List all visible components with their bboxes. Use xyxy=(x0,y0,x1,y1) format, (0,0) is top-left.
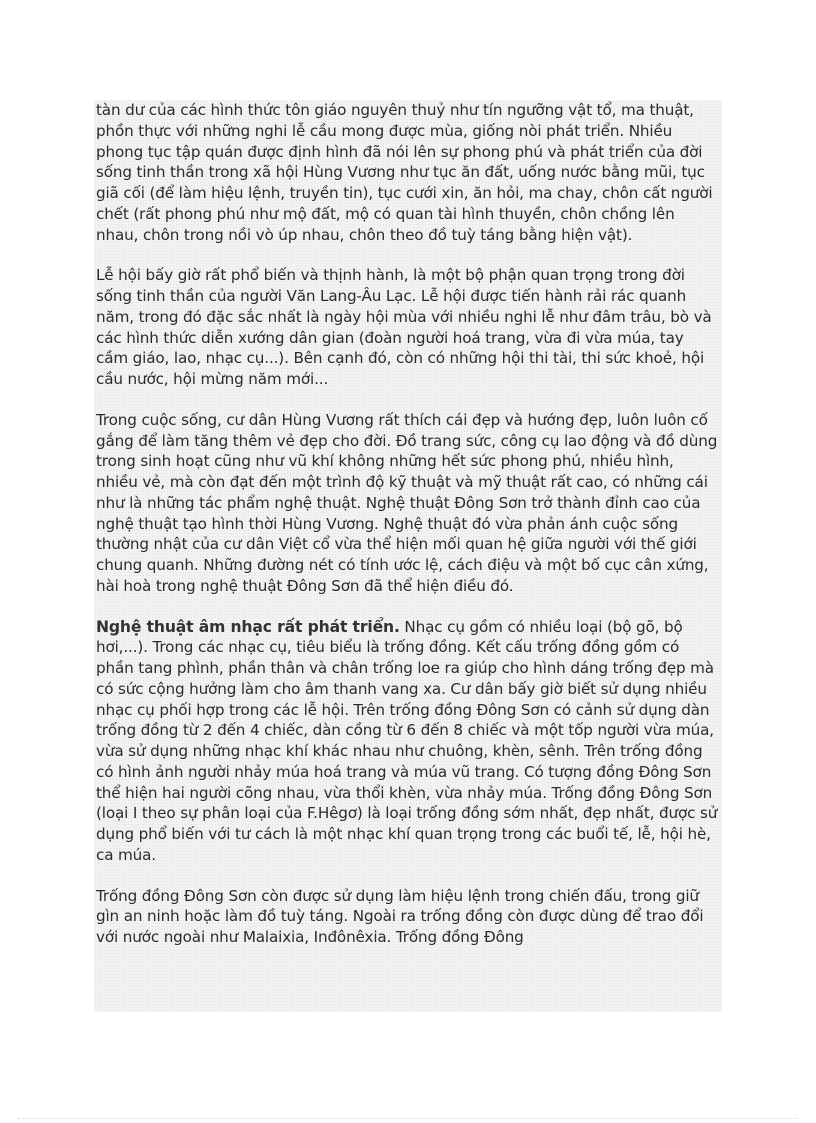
paragraph-bronze-drum-uses xyxy=(96,886,720,948)
paragraph-text: tàn dư của các hình thức tôn giáo nguyên thuỷ như tín ngưỡng vật tổ, ma thuật, phồn thực với những nghi lễ cầu mong được mùa, giống nòi phát triển. Nhiều phong tục tập quán được định hình đã nói lên sự phong phú và phát triển của đời sống tinh thần trong xã hội Hùng Vương như tục ăn đất, uống nước bằng mũi, tục giã cối (để làm hiệu lệnh, truyền tin), tục cưới xin, ăn hỏi, ma chay, chôn cất người chết (rất phong phú như mộ đất, mộ có quan tài hình thuyền, chôn chồng lên nhau, chôn trong nồi vò úp nhau, chôn theo đồ tuỳ táng bằng hiện vật). xyxy=(96,101,713,244)
paragraph-beliefs-customs xyxy=(96,100,720,245)
paragraph-music xyxy=(96,617,720,866)
paragraph-festivals xyxy=(96,265,720,390)
paragraph-lead-heading: Nghệ thuật âm nhạc rất phát triển. xyxy=(96,617,400,636)
document-text-block xyxy=(94,100,722,1012)
page-bottom-divider xyxy=(18,1118,798,1119)
paragraph-text: Lễ hội bấy giờ rất phổ biến và thịnh hành, là một bộ phận quan trọng trong đời sống tinh thần của người Văn Lang-Âu Lạc. Lễ hội được tiến hành rải rác quanh năm, trong đó đặc sắc nhất là ngày hội mùa với nhiều nghi lễ như đâm trâu, bò và các hình thức diễn xướng dân gian (đoàn người hoá trang, vừa đi vừa múa, tay cầm giáo, lao, nhạc cụ...). Bên cạnh đó, còn có những hội thi tài, thi sức khoẻ, hội cầu nước, hội mừng năm mới... xyxy=(96,266,712,388)
paragraph-art-dong-son xyxy=(96,410,720,597)
paragraph-text: Nhạc cụ gồm có nhiều loại (bộ gõ, bộ hơi,...). Trong các nhạc cụ, tiêu biểu là trống đồng. Kết cấu trống đồng gồm có phần tang phình, phần thân và chân trống loe ra giúp cho hình dáng trống đẹp mà có sức cộng hưởng làm cho âm thanh vang xa. Cư dân bấy giờ biết sử dụng nhiều nhạc cụ phối hợp trong các lễ hội. Trên trống đồng Đông Sơn có cảnh sử dụng dàn trống đồng từ 2 đến 4 chiếc, dàn cồng từ 6 đến 8 chiếc và một tốp người vừa múa, vừa sử dụng những nhạc khí khác nhau như chuông, khèn, sênh. Trên trống đồng có hình ảnh người nhảy múa hoá trang và múa vũ trang. Có tượng đồng Đông Sơn thể hiện hai người cõng nhau, vừa thổi khèn, vừa nhảy múa. Trống đồng Đông Sơn (loại I theo sự phân loại của F.Hêgơ) là loại trống đồng sớm nhất, đẹp nhất, được sử dụng phổ biến với tư cách là một nhạc khí quan trọng trong các buổi tế, lễ, hội hè, ca múa. xyxy=(96,617,718,864)
paragraph-text: Trong cuộc sống, cư dân Hùng Vương rất thích cái đẹp và hướng đẹp, luôn luôn cố gắng để làm tăng thêm vẻ đẹp cho đời. Đồ trang sức, công cụ lao động và đồ dùng trong sinh hoạt cũng như vũ khí không những hết sức phong phú, nhiều hình, nhiều vẻ, mà còn đạt đến một trình độ kỹ thuật và mỹ thuật rất cao, có những cái như là những tác phẩm nghệ thuật. Nghệ thuật Đông Sơn trở thành đỉnh cao của nghệ thuật tạo hình thời Hùng Vương. Nghệ thuật đó vừa phản ánh cuộc sống thường nhật của cư dân Việt cổ vừa thể hiện mối quan hệ giữa người với thế giới chung quanh. Những đường nét có tính ước lệ, cách điệu và một bố cục cân xứng, hài hoà trong nghệ thuật Đông Sơn đã thể hiện điều đó. xyxy=(96,410,718,595)
paragraph-text: Trống đồng Đông Sơn còn được sử dụng làm hiệu lệnh trong chiến đấu, trong giữ gìn an ninh hoặc làm đồ tuỳ táng. Ngoài ra trống đồng còn được dùng để trao đổi với nước ngoài như Malaixia, Inđônêxia. Trống đồng Đông xyxy=(96,886,704,946)
